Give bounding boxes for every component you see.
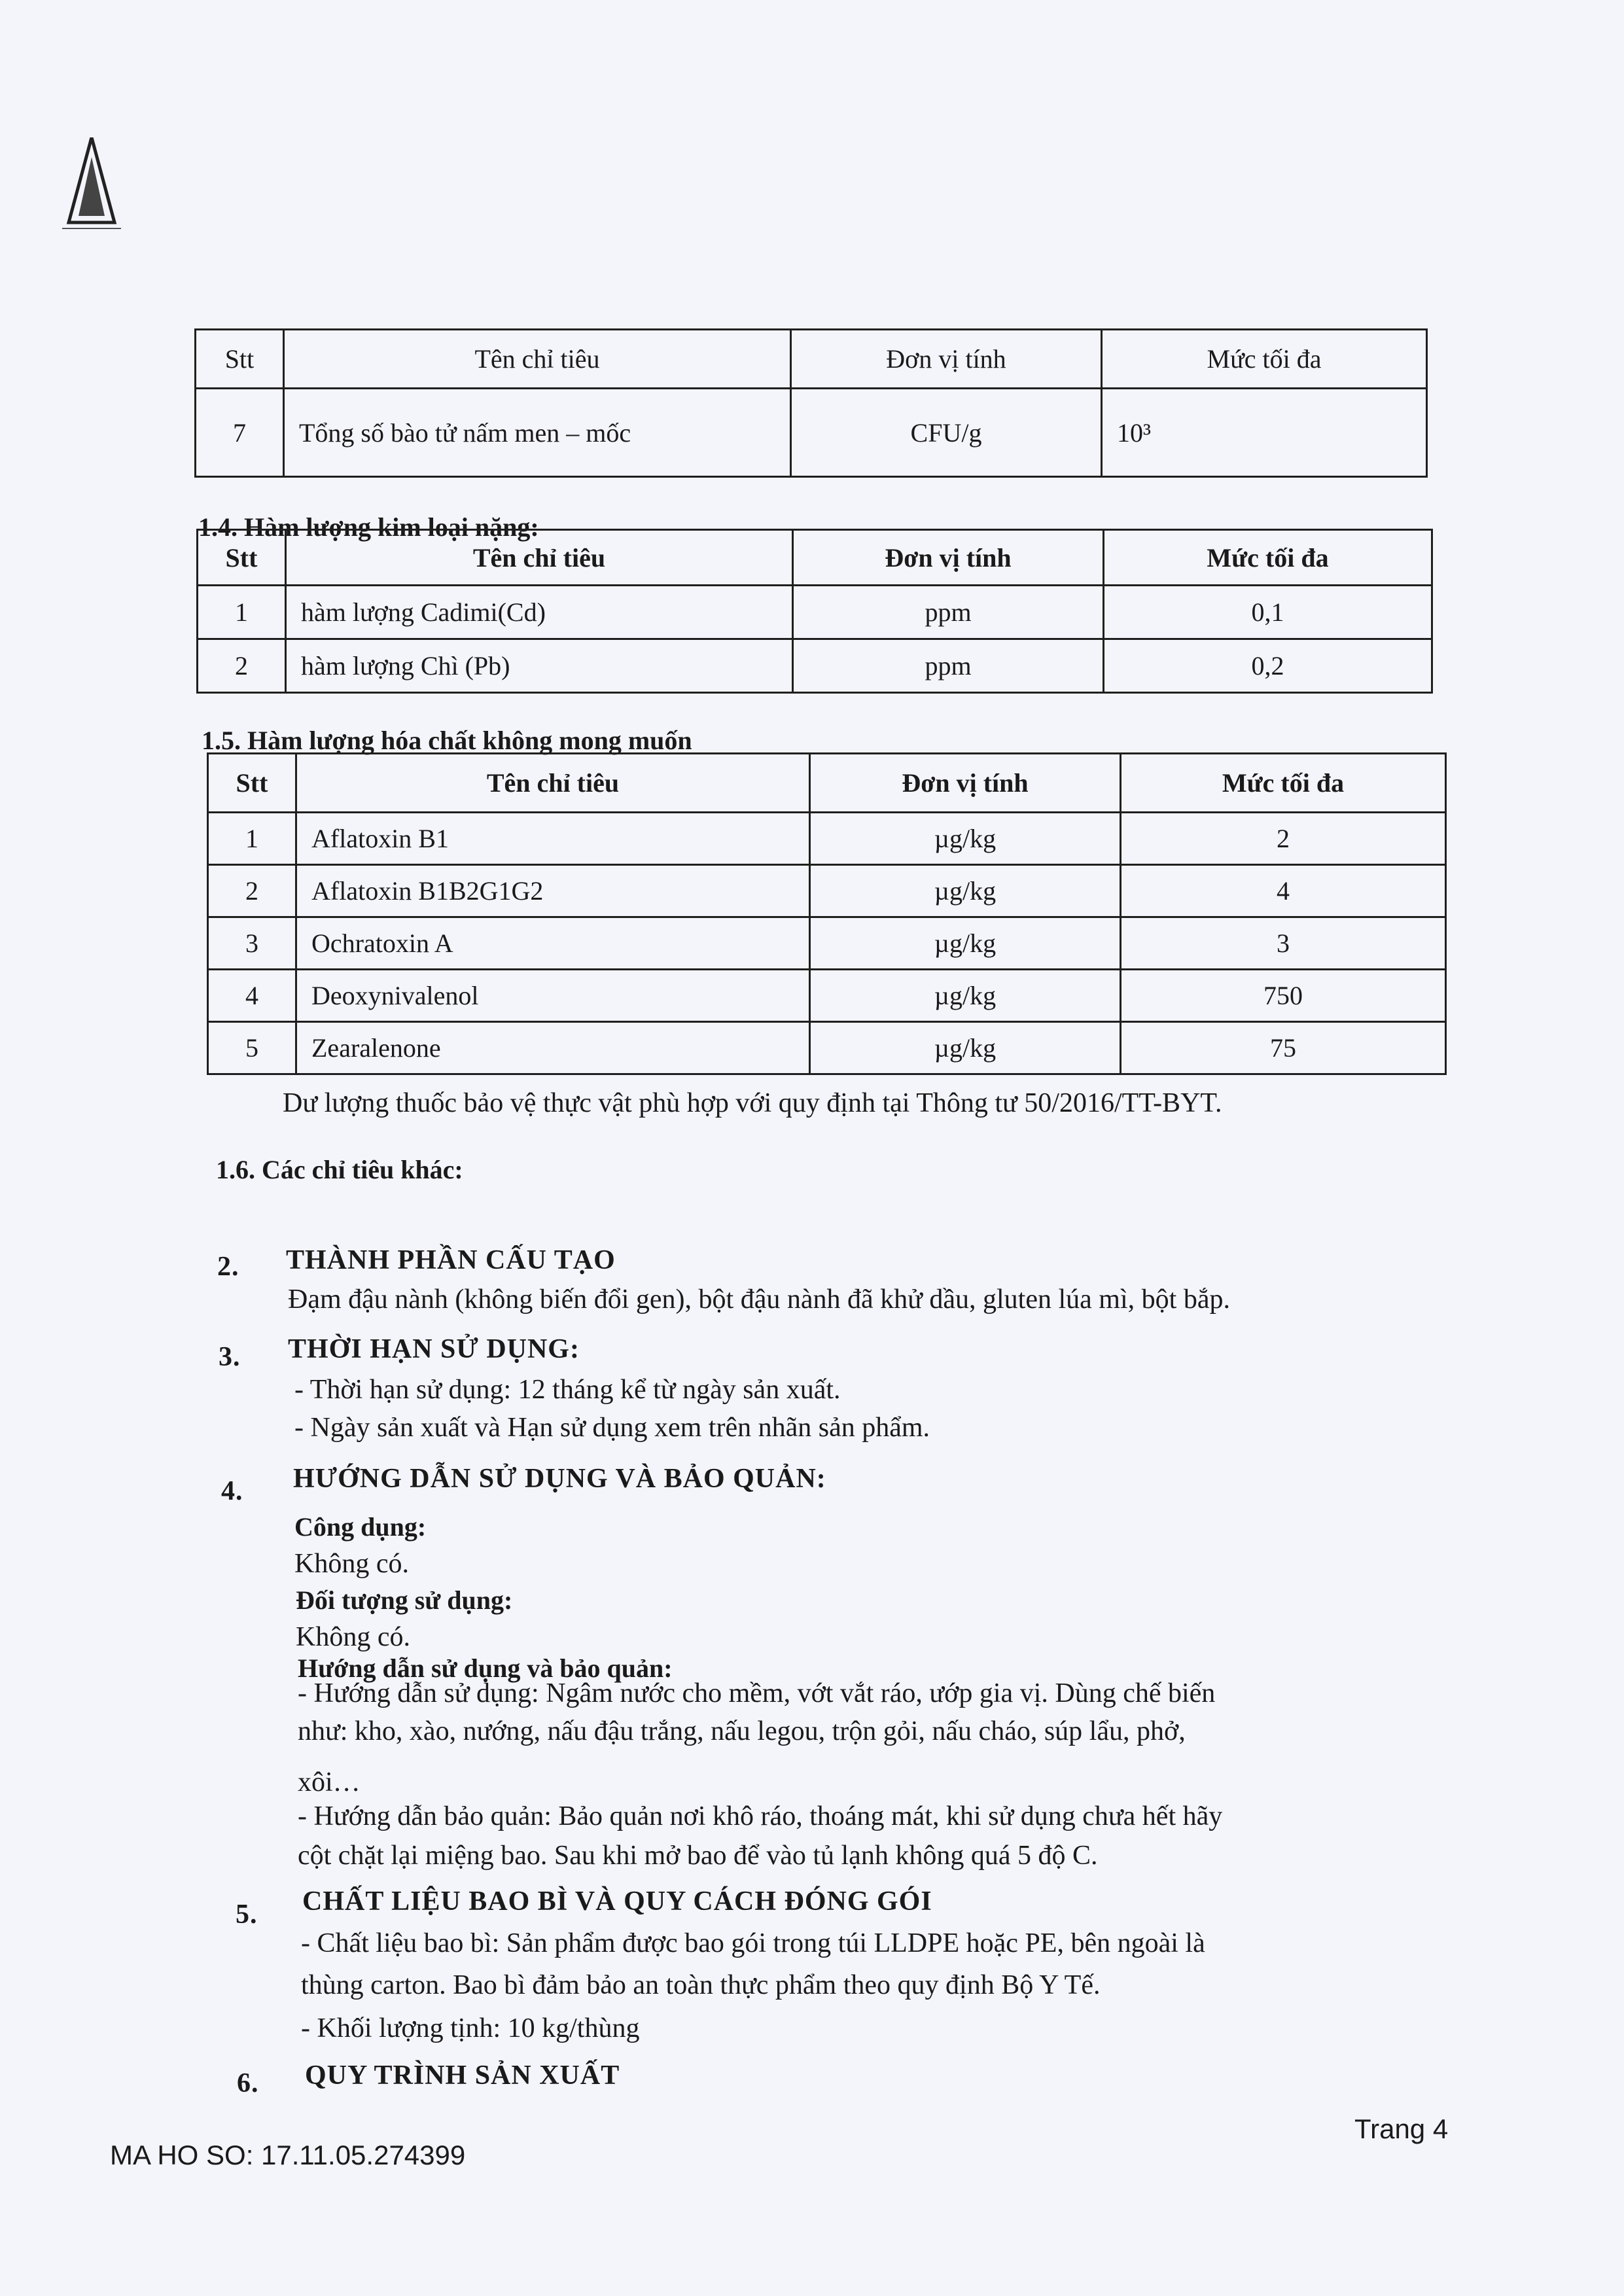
section-6-title: QUY TRÌNH SẢN XUẤT (305, 2060, 620, 2091)
cell-name: Tổng số bào tử nấm men – mốc (284, 389, 791, 477)
table-row (208, 813, 1446, 865)
header-stt: Stt (196, 330, 284, 389)
section-1-6-title: 1.6. Các chỉ tiêu khác: (216, 1155, 463, 1184)
cell-unit: µg/kg (810, 917, 1121, 970)
section-3-line1: - Thời hạn sử dụng: 12 tháng kể từ ngày sản xuất. (294, 1375, 841, 1405)
section-3-title: THỜI HẠN SỬ DỤNG: (288, 1334, 580, 1364)
ma-ho-so: MA HO SO: 17.11.05.274399 (110, 2140, 466, 2170)
bao-quan-line1: - Hướng dẫn bảo quản: Bảo quản nơi khô ráo, thoáng mát, khi sử dụng chưa hết hãy (298, 1801, 1223, 1831)
section-5-line1: - Chất liệu bao bì: Sản phẩm được bao gói trong túi LLDPE hoặc PE, bên ngoài là (301, 1928, 1205, 1958)
header-muc-toi-da: Mức tối đa (1121, 754, 1446, 813)
cell-name: Ochratoxin A (296, 917, 810, 970)
cell-unit: ppm (793, 639, 1104, 693)
section-5-number: 5. (236, 1899, 258, 1930)
header-muc-toi-da: Mức tối đa (1102, 330, 1427, 389)
section-3-number: 3. (219, 1342, 241, 1372)
heavy-metals-table (196, 529, 1433, 694)
pesticide-note: Dư lượng thuốc bảo vệ thực vật phù hợp với quy định tại Thông tư 50/2016/TT-BYT. (283, 1088, 1222, 1118)
cell-stt: 3 (208, 917, 296, 970)
section-2-number: 2. (217, 1252, 239, 1282)
contaminants-table (207, 752, 1447, 1075)
cell-unit: µg/kg (810, 970, 1121, 1022)
cell-name: hàm lượng Chì (Pb) (286, 639, 793, 693)
table-row (208, 1022, 1446, 1074)
section-5-line3: - Khối lượng tịnh: 10 kg/thùng (301, 2013, 640, 2043)
section-4-number: 4. (221, 1476, 243, 1506)
huong-dan-line1: - Hướng dẫn sử dụng: Ngâm nước cho mềm, vớt vắt ráo, ướp gia vị. Dùng chế biến (298, 1678, 1216, 1708)
cell-max: 10³ (1102, 389, 1427, 477)
huong-dan-line2: như: kho, xào, nướng, nấu đậu trắng, nấu legou, trộn gỏi, nấu cháo, súp lẩu, phở, (298, 1716, 1186, 1746)
cong-dung-label: Công dụng: (294, 1512, 427, 1542)
cell-stt: 4 (208, 970, 296, 1022)
cell-unit: µg/kg (810, 865, 1121, 917)
table-row (196, 389, 1427, 477)
header-ten-chi-tieu: Tên chỉ tiêu (296, 754, 810, 813)
cell-unit: ppm (793, 586, 1104, 639)
cell-max: 750 (1121, 970, 1446, 1022)
huong-dan-label: Hướng dẫn sử dụng và bảo quản: (298, 1653, 673, 1683)
cell-max: 3 (1121, 917, 1446, 970)
header-stt: Stt (208, 754, 296, 813)
section-1-4-title: 1.4. Hàm lượng kim loại nặng: (198, 512, 539, 542)
header-ten-chi-tieu: Tên chỉ tiêu (284, 330, 791, 389)
header-don-vi: Đơn vị tính (810, 754, 1121, 813)
section-4-title: HƯỚNG DẪN SỬ DỤNG VÀ BẢO QUẢN: (293, 1464, 826, 1494)
logo-mark-icon (62, 137, 121, 229)
table-row (208, 865, 1446, 917)
cell-name: Deoxynivalenol (296, 970, 810, 1022)
cell-max: 2 (1121, 813, 1446, 865)
table-row (208, 917, 1446, 970)
cell-stt: 1 (208, 813, 296, 865)
section-2-title: THÀNH PHẦN CẤU TẠO (286, 1245, 616, 1275)
page-number: Trang 4 (1354, 2113, 1449, 2144)
doi-tuong-value: Không có. (296, 1622, 410, 1652)
header-don-vi: Đơn vị tính (791, 330, 1102, 389)
section-3-line2: - Ngày sản xuất và Hạn sử dụng xem trên nhãn sản phẩm. (294, 1413, 930, 1443)
cell-max: 0,2 (1104, 639, 1432, 693)
cell-stt: 1 (198, 586, 286, 639)
header-don-vi: Đơn vị tính (793, 530, 1104, 586)
section-6-number: 6. (237, 2068, 259, 2098)
section-1-5-title: 1.5. Hàm lượng hóa chất không mong muốn (202, 726, 692, 755)
cell-stt: 7 (196, 389, 284, 477)
cell-name: hàm lượng Cadimi(Cd) (286, 586, 793, 639)
header-muc-toi-da: Mức tối đa (1104, 530, 1432, 586)
table-row (198, 586, 1432, 639)
cell-max: 4 (1121, 865, 1446, 917)
cell-unit: µg/kg (810, 1022, 1121, 1074)
doi-tuong-label: Đối tượng sử dụng: (296, 1585, 513, 1615)
cell-stt: 5 (208, 1022, 296, 1074)
table-row (198, 639, 1432, 693)
cell-name: Aflatoxin B1B2G1G2 (296, 865, 810, 917)
huong-dan-line3: xôi… (298, 1767, 361, 1797)
cell-stt: 2 (208, 865, 296, 917)
cell-name: Zearalenone (296, 1022, 810, 1074)
header-ten-chi-tieu: Tên chỉ tiêu (286, 530, 793, 586)
section-2-body: Đạm đậu nành (không biến đổi gen), bột đậu nành đã khử dầu, gluten lúa mì, bột bắp. (288, 1284, 1230, 1315)
cell-unit: µg/kg (810, 813, 1121, 865)
section-5-line2: thùng carton. Bao bì đảm bảo an toàn thực phẩm theo quy định Bộ Y Tế. (301, 1970, 1101, 2000)
cell-max: 0,1 (1104, 586, 1432, 639)
cell-name: Aflatoxin B1 (296, 813, 810, 865)
cong-dung-value: Không có. (294, 1549, 409, 1579)
cell-max: 75 (1121, 1022, 1446, 1074)
section-5-title: CHẤT LIỆU BAO BÌ VÀ QUY CÁCH ĐÓNG GÓI (302, 1886, 932, 1916)
cell-unit: CFU/g (791, 389, 1102, 477)
bao-quan-line2: cột chặt lại miệng bao. Sau khi mở bao để vào tủ lạnh không quá 5 độ C. (298, 1841, 1098, 1871)
table-row (208, 970, 1446, 1022)
micro-table (194, 328, 1428, 478)
header-stt: Stt (198, 530, 286, 586)
cell-stt: 2 (198, 639, 286, 693)
